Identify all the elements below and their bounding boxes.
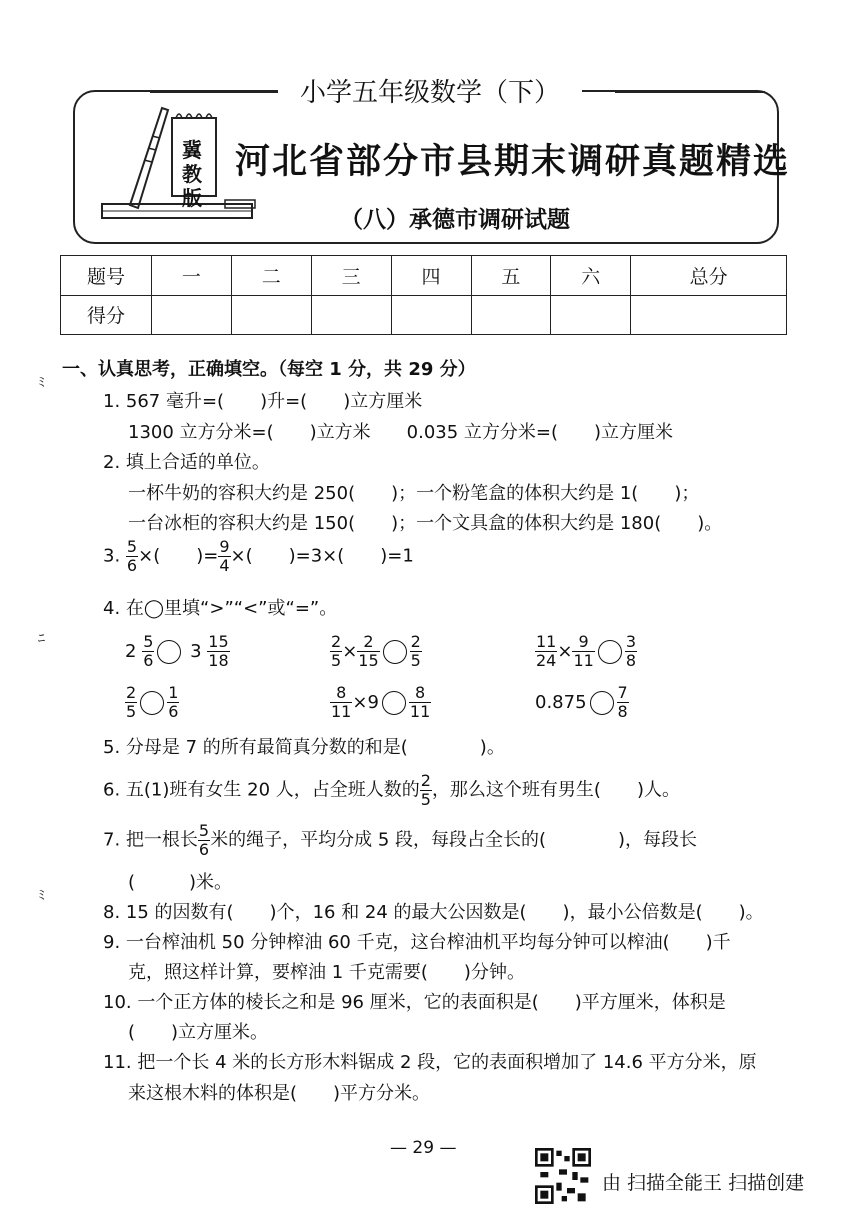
fraction-numerator: 5 — [198, 821, 210, 840]
fraction-numerator: 5 — [126, 537, 138, 556]
fraction-numerator: 2 — [357, 633, 379, 652]
q4-r2c2 — [330, 684, 431, 721]
score-cell[interactable] — [311, 295, 391, 335]
fraction — [330, 633, 342, 670]
score-cell[interactable] — [551, 295, 631, 335]
fraction-numerator: 1 — [168, 683, 179, 702]
margin-mark: ﾐ — [38, 888, 45, 904]
compare-circle[interactable] — [590, 691, 614, 715]
q4-r1c2 — [330, 633, 422, 670]
fraction — [125, 684, 137, 721]
q4-title: 4. 在◯里填“>”“<”或“=”。 — [103, 598, 338, 619]
q3-part2: ×( )=3×( )=1 — [230, 545, 414, 567]
fraction — [198, 822, 210, 859]
watermark-text: 由 扫描全能王 扫描创建 — [602, 1172, 805, 1194]
fraction-denominator: 11 — [409, 702, 431, 721]
page-number: — 29 — — [390, 1138, 457, 1158]
fraction-numerator: 7 — [617, 683, 628, 702]
fraction — [409, 684, 431, 721]
fraction-numerator: 11 — [536, 632, 557, 651]
fraction-numerator: 2 — [420, 771, 431, 790]
score-cell[interactable] — [152, 295, 232, 335]
fraction — [410, 633, 422, 670]
fraction-denominator: 6 — [198, 840, 210, 859]
score-table — [60, 255, 787, 335]
fraction-denominator: 15 — [358, 651, 379, 670]
q7-after: 米的绳子，平均分成 5 段，每段占全长的( )，每段长 — [210, 829, 698, 851]
mixed-int: 3 — [190, 641, 202, 662]
fraction-denominator: 11 — [573, 651, 594, 670]
fraction-numerator: 3 — [625, 632, 636, 651]
q9-line2: 克，照这样计算，要榨油 1 千克需要( )分钟。 — [128, 962, 525, 983]
q5: 5. 分母是 7 的所有最简真分数的和是( )。 — [103, 737, 505, 758]
q3-prefix: 3. — [103, 545, 121, 567]
fraction-denominator: 5 — [420, 790, 431, 809]
q9-line1: 9. 一台榨油机 50 分钟榨油 60 千克，这台榨油机平均每分钟可以榨油( )千 — [103, 932, 731, 953]
fraction-denominator: 5 — [410, 651, 421, 670]
top-title: 小学五年级数学（下） — [0, 72, 860, 109]
fraction — [142, 633, 154, 670]
q10-line2: ( )立方厘米。 — [128, 1022, 269, 1043]
mixed-int: 2 — [125, 641, 137, 662]
fraction — [572, 633, 594, 670]
q8: 8. 15 的因数有( )个，16 和 24 的最大公因数是( )，最小公倍数是( )。 — [103, 902, 764, 923]
table-header-cell: 三 — [311, 256, 391, 296]
fraction-denominator: 5 — [331, 651, 342, 670]
q7-line2: ( )米。 — [128, 872, 233, 893]
operator: × — [342, 641, 358, 662]
q10-line1: 10. 一个正方体的棱长之和是 96 厘米，它的表面积是( )平方厘米，体积是 — [103, 992, 726, 1013]
q7-before: 7. 把一根长 — [103, 829, 198, 851]
q3-part1: ×( )= — [138, 545, 219, 567]
fraction-numerator: 2 — [126, 683, 137, 702]
q4-r1c1 — [125, 633, 230, 670]
score-cell[interactable] — [391, 295, 471, 335]
score-cell[interactable] — [231, 295, 311, 335]
table-header-cell: 五 — [471, 256, 551, 296]
logo-text: 冀 教 版 — [182, 138, 202, 210]
operator: ×9 — [352, 692, 379, 713]
q7 — [103, 822, 697, 859]
table-header-cell: 六 — [551, 256, 631, 296]
margin-mark: ﾐ — [38, 375, 45, 391]
decimal-value: 0.875 — [535, 692, 587, 713]
q4-r2c1 — [125, 684, 179, 721]
fraction-numerator: 2 — [331, 632, 342, 651]
q6-before: 6. 五(1)班有女生 20 人，占全班人数的 — [103, 779, 420, 801]
fraction — [535, 633, 557, 670]
fraction-denominator: 11 — [331, 702, 352, 721]
q2-line2: 一台冰柜的容积大约是 150( )；一个文具盒的体积大约是 180( )。 — [128, 513, 723, 534]
fraction-denominator: 24 — [536, 651, 557, 670]
fraction-numerator: 9 — [219, 537, 230, 556]
fraction-denominator: 8 — [617, 702, 628, 721]
compare-circle[interactable] — [140, 691, 164, 715]
q4-r2c3 — [535, 684, 629, 721]
fraction — [167, 684, 179, 721]
q1-line1: 1. 567 毫升=( )升=( )立方厘米 — [103, 391, 423, 412]
compare-circle[interactable] — [383, 640, 407, 664]
score-cell[interactable] — [471, 295, 551, 335]
q2-title: 2. 填上合适的单位。 — [103, 452, 270, 473]
table-header-cell: 题号 — [61, 256, 152, 296]
fraction-denominator: 8 — [625, 651, 636, 670]
q11-line1: 11. 把一个长 4 米的长方形木料锯成 2 段，它的表面积增加了 14.6 平方分米，原 — [103, 1052, 757, 1073]
margin-mark: ﾆ — [38, 631, 45, 647]
fraction-denominator: 18 — [208, 651, 229, 670]
fraction — [207, 633, 229, 670]
table-header-cell: 四 — [391, 256, 471, 296]
fraction — [357, 633, 379, 670]
q1-line2: 1300 立方分米=( )立方米 0.035 立方分米=( )立方厘米 — [128, 422, 674, 443]
fraction-numerator: 8 — [330, 684, 352, 703]
table-header-cell: 二 — [231, 256, 311, 296]
score-table-header-row — [61, 256, 787, 296]
fraction-denominator: 6 — [143, 651, 154, 670]
fraction-denominator: 4 — [219, 556, 230, 575]
table-header-cell: 总分 — [631, 256, 787, 296]
fraction — [617, 684, 629, 721]
section1-heading: 一、认真思考，正确填空。（每空 1 分，共 29 分） — [62, 359, 476, 380]
score-table-score-row — [61, 295, 787, 335]
qr-code-icon — [535, 1148, 591, 1204]
main-title: 河北省部分市县期末调研真题精选 — [235, 141, 791, 182]
compare-circle[interactable] — [382, 691, 406, 715]
q2-line1: 一杯牛奶的容积大约是 250( )；一个粉笔盒的体积大约是 1( )； — [128, 483, 700, 504]
operator: × — [557, 641, 573, 662]
sub-title: （八）承德市调研试题 — [340, 207, 570, 233]
fraction-numerator: 2 — [410, 632, 421, 651]
fraction-numerator: 9 — [572, 633, 594, 652]
score-cell[interactable] — [631, 295, 787, 335]
compare-circle[interactable] — [598, 640, 622, 664]
fraction-denominator: 5 — [126, 702, 137, 721]
fraction — [625, 633, 637, 670]
fraction-numerator: 5 — [143, 632, 154, 651]
fraction — [420, 772, 432, 809]
q3-line — [103, 538, 414, 575]
compare-circle[interactable] — [157, 640, 181, 664]
score-row-label: 得分 — [61, 295, 152, 335]
fraction — [330, 684, 352, 721]
fraction — [126, 538, 138, 575]
q4-r1c3 — [535, 633, 637, 670]
fraction-numerator: 15 — [208, 632, 229, 651]
q6 — [103, 772, 680, 809]
table-header-cell: 一 — [152, 256, 232, 296]
fraction-denominator: 6 — [168, 702, 179, 721]
fraction — [218, 538, 230, 575]
fraction-denominator: 6 — [126, 556, 138, 575]
q11-line2: 来这根木料的体积是( )平方分米。 — [128, 1083, 431, 1104]
fraction-numerator: 8 — [409, 684, 431, 703]
q6-after: ，那么这个班有男生( )人。 — [431, 779, 680, 801]
